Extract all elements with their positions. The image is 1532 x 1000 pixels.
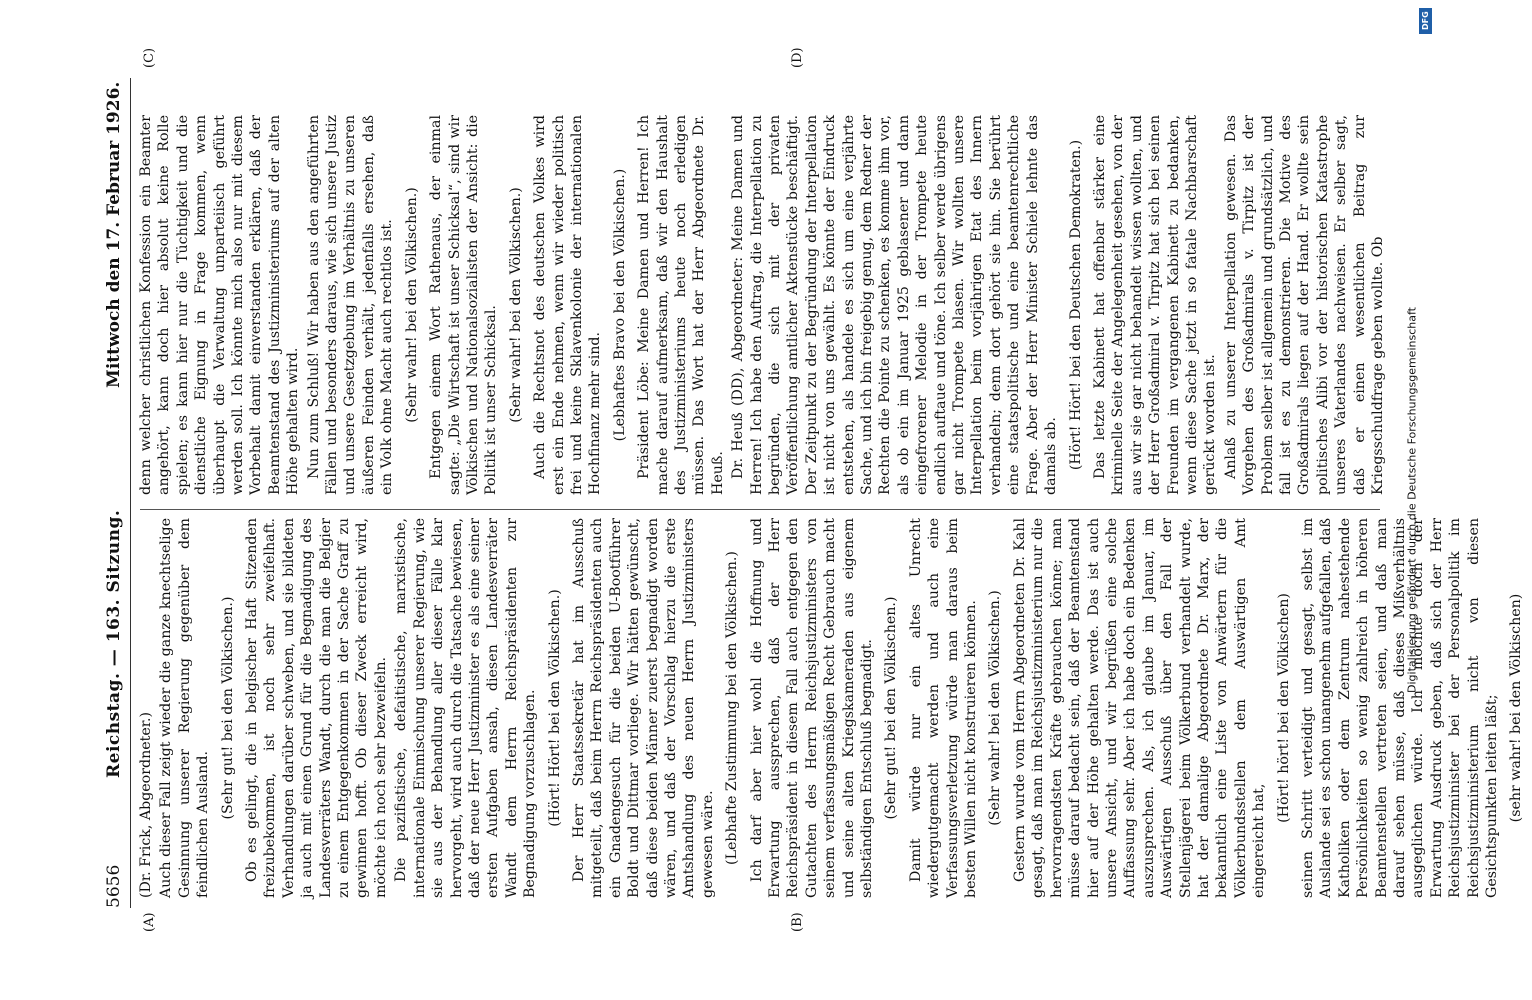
paragraph: Der Herr Staatssekretär hat im Ausschuß mitgeteilt, daß beim Herrn Reichspräsidenten auch ein Gnadengesuch für die beiden U-Bootführer Boldt und Dittmar vorliege. Wir hätten gewünscht, daß diese beiden Männer zuerst begnadigt worden wären, und daß der Vorschlag hierzu die erste Amtshandlung des neuen Herrn Justizministers gewesen wäre. <box>570 518 716 898</box>
header-rule <box>130 78 131 908</box>
dfg-logo: DFG <box>1419 8 1432 34</box>
paragraph: Das letzte Kabinett hat offenbar stärker eine kriminelle Seite der Angelegenheit gesehen, von der aus wir sie gar nicht behandelt wissen wollten, und der Herr Großadmiral v. Tirpitz hat sich bei seinen Freunden im vergangenen Kabinett zu bedanken, wenn diese Sache jetzt in so fatale Nachbarschaft gerückt worden ist. <box>1091 115 1219 495</box>
paragraph: seinen Schritt verteidigt und gesagt, selbst im Auslande sei es schon unangenehm aufgefallen, daß Katholiken oder dem Zentrum nahestehende Persönlichkeiten so wenig zahlreich in höheren Beamtenstellen vertreten seien, und daß man darauf sehen müsse, daß dieses Mißverhältnis ausgeglichen würde. Ich möchte doch der Erwartung Ausdruck geben, daß sich der Herr Reichsjustizminister bei der Personalpolitik im Reichsjustizministerium nicht von diesen Gesichtspunkten leiten läßt; <box>1299 518 1501 898</box>
paragraph: Gestern wurde vom Herrn Abgeordneten Dr. Kahl gesagt, daß man im Reichsjustizministerium nur die hervorragendsten Kräfte gebrauchen könne; man müsse darauf bedacht sein, daß der Beamtenstand hier auf der Höhe gehalten werde. Das ist auch unsere Ansicht, und wir begrüßen eine solche Auffassung sehr. Aber ich habe doch ein Bedenken auszusprechen. Als, ich glaube im Januar, im Auswärtigen Ausschuß über den Fall der Stellenjägerei beim Völkerbund verhandelt wurde, hat der damalige Abgeordnete Dr. Marx, der bekanntlich eine Liste von Anwärtern für die Völkerbundsstellen dem Auswärtigen Amt eingereicht hat, <box>1011 518 1268 898</box>
paragraph: Die pazifistische, defaitistische, marxistische, internationale Einmischung unserer Regierung, wie sie aus der Behandlung aller dieser Fälle klar hervorgeht, wird auch durch die Tatsache bewiesen, daß der neue Herr Justizminister es als eine seiner ersten Aufgaben ansah, diesen Landesverräter Wandt dem Herrn Reichspräsidenten zur Begnadigung vorzuschlagen. <box>393 518 539 898</box>
interjection: (Sehr wahr! bei den Völkischen.) <box>403 187 420 423</box>
left-text-column <box>137 518 1532 898</box>
paragraph: Ich darf aber hier wohl die Hoffnung und Erwartung aussprechen, daß der Herr Reichspräsident in diesem Fall auch entgegen den Gutachten des Herrn Reichsjustizministers von seinem verfassungsmäßigen Recht Gebrauch macht und seine alten Kriegskameraden aus eigenem selbständigen Entschluß begnadigt. <box>748 518 876 898</box>
paragraph: Damit würde nur ein altes Unrecht wiedergutgemacht werden und auch eine Verfassungsverletzung würde man daraus beim besten Willen nicht konstruieren können. <box>907 518 980 898</box>
margin-marker-b: (B) <box>790 912 805 932</box>
paragraph: Anlaß zu unserer Interpellation gewesen. Das Vorgehen des Großadmirals v. Tirpitz ist der Problem selber ist allgemein und grundsätzlich, und fall ist es zu demonstrieren. Die Motive des Großadmirals liegen auf der Hand. Er wollte sein politisches Alibi vor der historischen Katastrophe unseres Vaterlandes nachweisen. Er selber sagt, daß er einen wesentlichen Beitrag zur Kriegsschuldfrage geben wollte. Ob <box>1222 115 1386 495</box>
paragraph: denn welcher christlichen Konfession ein Beamter angehört, kann doch hier absolut keine Rolle spielen; es kann hier nur die Tüchtigkeit und die dienstliche Eignung in Frage kommen, wenn überhaupt die Verwaltung unparteiisch geführt werden soll. Ich könnte mich also nur mit diesem Vorbehalt damit einverstanden erklären, daß der Beamtenstand des Justizministeriums auf der alten Höhe gehalten wird. <box>138 115 302 495</box>
paragraph: Präsident Löbe: Meine Damen und Herren! Ich mache darauf aufmerksam, daß wir den Haushalt des Justizministeriums heute noch erledigen müssen. Das Wort hat der Herr Abgeordnete Dr. Heuß. <box>636 115 726 495</box>
page-number: 5656 <box>104 864 124 908</box>
interjection: (Hört! Hört! bei den Völkischen.) <box>546 589 563 827</box>
margin-marker-a: (A) <box>142 912 157 932</box>
interjection: (Lebhaftes Bravo bei den Völkischen.) <box>611 168 628 442</box>
margin-marker-c: (C) <box>142 47 157 68</box>
paragraph: Nun zum Schluß! Wir haben aus den angeführten Fällen und besonders daraus, wie sich unsere Justiz und unsere Gesetzgebung im Verhältnis zu unseren äußeren Feinden verhält, jedenfalls ersehen, daß ein Volk ohne Macht auch rechtlos ist. <box>305 115 396 495</box>
interjection: (Hört! hört! bei den Völkischen) <box>1275 593 1292 823</box>
interjection: (sehr wahr! bei den Völkischen) <box>1508 593 1525 823</box>
digitization-credit: Digitalisierung gefördert durch die Deutsche Forschungsgemeinschaft <box>1405 307 1419 693</box>
paragraph: Dr. Heuß (DD), Abgeordneter: Meine Damen und Herren! Ich habe den Auftrag, die Interpellation zu begründen, die sich mit der privaten Veröffentlichung amtlicher Aktenstücke beschäftigt. Der Zeitpunkt zu der Begründung der Interpellation ist nicht von uns gewählt. Es könnte der Eindruck entstehen, als handele es sich um eine verjährte Sache, und ich bin freigebig genug, dem Redner der Rechten die Pointe zu schenken, es komme ihm vor, als ob ein im Januar 1925 geblasener und dann eingefrorener Melodie in der Trompete heute endlich auftaue und töne. Ich selber werde übrigens gar nicht Trompete blasen. Wir wollten unsere Interpellation beim vorjährigen Etat des Innern verhandeln; denn dort gehört sie hin. Sie berührt eine staatspolitische und eine beamtenrechtliche Frage. Aber der Herr Minister Schiele lehnte das damals ab. <box>730 115 1060 495</box>
interjection: (Sehr wahr! bei den Völkischen.) <box>507 187 524 423</box>
page-header <box>104 78 128 908</box>
interjection: (Sehr gut! bei den Völkischen.) <box>219 596 236 820</box>
paragraph: Entgegen einem Wort Rathenaus, der einmal sagte: „Die Wirtschaft ist unser Schicksal“, sind wir Völkischen und Nationalsozialisten der Ansicht: die Politik ist unser Schicksal. <box>428 115 500 495</box>
session-date: Mittwoch den 17. Februar 1926. <box>104 81 124 388</box>
session-title: Reichstag. — 163. Sitzung. <box>104 509 124 778</box>
interjection: (Sehr wahr! bei den Völkischen.) <box>987 590 1004 826</box>
interjection: (Sehr gut! bei den Völkischen.) <box>883 596 900 820</box>
paragraph: (Dr. Frick, Abgeordneter.) <box>138 712 154 898</box>
interjection: (Hört! Hört! bei den Deutschen Demokraten.) <box>1067 139 1084 471</box>
right-text-column <box>137 115 1389 495</box>
paragraph: Auch dieser Fall zeigt wieder die ganze knechtselige Gesinnung unserer Regierung gegenüber dem feindlichen Ausland. <box>158 518 212 898</box>
margin-marker-d: (D) <box>790 47 805 68</box>
column-divider <box>140 509 1380 510</box>
paragraph: Ob es gelingt, die in belgischer Haft Sitzenden freizubekommen, ist noch sehr zweifelhaft. Verhandlungen darüber schweben, und sie bildeten ja auch mit einen Grund für die Begnadigung des Landesverräters Wandt, durch die man die Belgier zu einem Entgegenkommen in der Sache Graff zu gewinnen hofft. Ob dieser Zweck erreicht wird, möchte ich noch sehr bezweifeln. <box>244 518 389 898</box>
paragraph: Auch die Rechtsnot des deutschen Volkes wird erst ein Ende nehmen, wenn wir wieder politisch frei und keine Sklavenkolonie der internationalen Hochfinanz mehr sind. <box>532 115 604 495</box>
interjection: (Lebhafte Zustimmung bei den Völkischen.) <box>724 551 741 865</box>
